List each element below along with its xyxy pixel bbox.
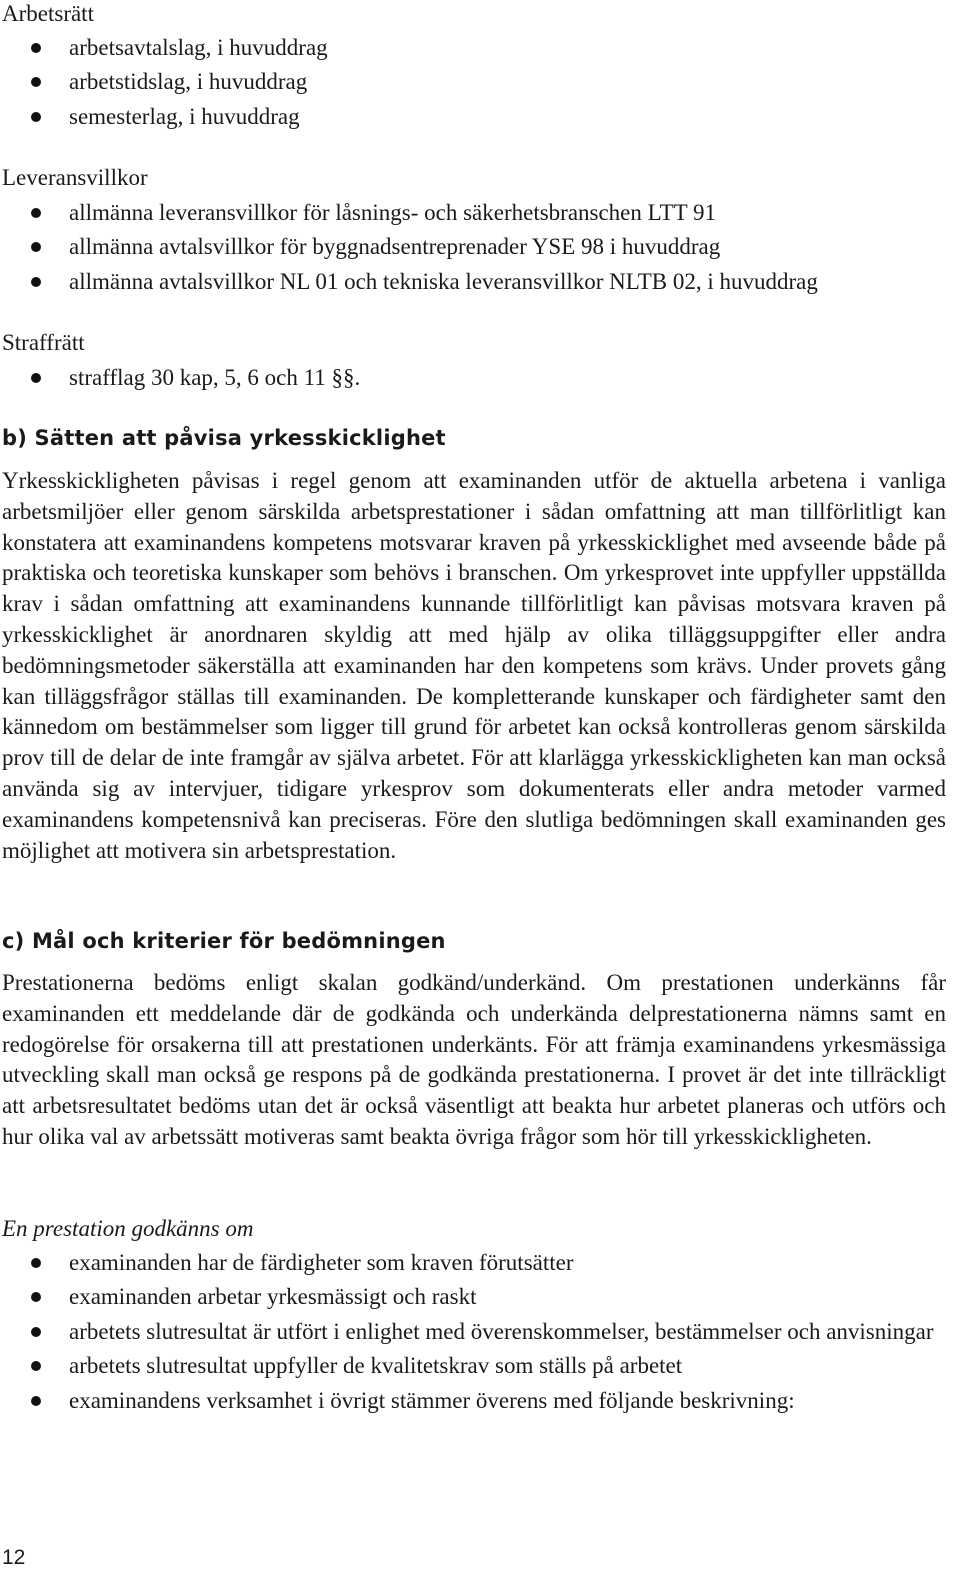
heading-section-c: c) Mål och kriterier för bedömningen <box>2 929 446 953</box>
paragraph-section-b: Yrkesskickligheten påvisas i regel genom att examinanden utför de aktuella arbetena i vanliga arbetsmiljöer eller genom särskilda arbetsprestationer i sådan omfattning att man tillförlitligt kan konstatera att examinandens kompetens motsvarar kraven på yrkesskicklighet med avseende både på praktiska och teoretiska kunskaper som behövs i branschen. Om yrkesprovet inte uppfyller uppställda krav i sådan omfattning att examinandens kunnande tillförlitligt kan påvisas motsvara kraven på yrkesskicklighet är anordnaren skyldig att med hjälp av olika tilläggsuppgifter eller andra bedömningsmetoder säkerställa att examinanden har den kompetens som krävs. Under provets gång kan tilläggsfrågor ställas till examinanden. De kompletterande kunskaper och färdigheter samt den kännedom om bestämmelser som ligger till grund för arbetet kan också kontrolleras genom särskilda prov till de delar de inte framgår av själva arbetet. För att klarlägga yrkesskickligheten kan man också använda sig av intervjuer, tidigare yrkesprov som dokumenterats eller andra metoder varmed examinandens kompetensnivå kan preciseras. Före den slutliga bedömningen skall examinanden ges möjlighet att motivera sin arbetsprestation. <box>2 468 946 863</box>
list-item <box>0 67 949 101</box>
bullet-icon <box>31 43 41 53</box>
list-item-text: examinandens verksamhet i övrigt stämmer överens med följande beskrivning: <box>69 1387 795 1413</box>
list-item-text: arbetsavtalslag, i huvuddrag <box>69 35 328 60</box>
list-item <box>0 33 949 67</box>
section-title-straffratt: Straffrätt <box>2 330 85 355</box>
list-item-text: strafflag 30 kap, 5, 6 och 11 §§. <box>69 365 361 390</box>
list-item <box>0 1317 949 1351</box>
list-item <box>0 363 949 397</box>
bullet-icon <box>31 1396 41 1406</box>
bullet-icon <box>31 112 41 122</box>
list-item <box>0 1282 949 1316</box>
list-item <box>0 1248 949 1282</box>
list-item-text: arbetets slutresultat är utfört i enlighet med överenskommelser, bestämmelser och anvisningar <box>69 1318 934 1344</box>
bullet-icon <box>31 1292 41 1302</box>
paragraph-section-c: Prestationerna bedöms enligt skalan godkänd/underkänd. Om prestationen underkänns får examinanden ett meddelande där de godkända och underkända delprestationerna nämns samt en redogörelse för orsakerna till att prestationen underkänts. För att främja examinandens yrkesmässiga utveckling skall man också ge respons på de godkända prestationerna. I provet är det inte tillräckligt att arbetsresultatet bedöms utan det är också väsentligt att beakta hur arbetet planeras och utförs och hur olika val av arbetssätt motiveras samt beakta övriga frågor som hör till yrkesskickligheten. <box>2 970 946 1149</box>
list-item <box>0 102 949 136</box>
list-item <box>0 232 949 266</box>
list-item-text: arbetstidslag, i huvuddrag <box>69 69 308 95</box>
list-item-text: allmänna leveransvillkor för låsnings- och säkerhetsbranschen LTT 91 <box>69 200 717 225</box>
bullet-icon <box>31 277 41 287</box>
bullet-icon <box>31 208 41 218</box>
bullet-list-arbetsratt <box>0 33 949 136</box>
bullet-list-straffratt <box>0 363 949 397</box>
list-item <box>0 267 949 301</box>
bullet-list-criteria <box>0 1248 949 1420</box>
list-item <box>0 198 949 232</box>
list-item-text: semesterlag, i huvuddrag <box>69 103 300 129</box>
bullet-list-leveransvillkor <box>0 198 949 301</box>
bullet-icon <box>31 1258 41 1268</box>
bullet-icon <box>31 77 41 87</box>
section-title-arbetsratt: Arbetsrätt <box>2 1 94 26</box>
section-title-leveransvillkor: Leveransvillkor <box>2 165 148 190</box>
bullet-icon <box>31 373 41 383</box>
list-item-text: allmänna avtalsvillkor för byggnadsentreprenader YSE 98 i huvuddrag <box>69 234 721 260</box>
bullet-icon <box>31 1327 41 1337</box>
list-item-text: arbetets slutresultat uppfyller de kvalitetskrav som ställs på arbetet <box>69 1353 683 1379</box>
list-item-text: examinanden arbetar yrkesmässigt och raskt <box>69 1284 477 1310</box>
list-item <box>0 1351 949 1385</box>
bullet-icon <box>31 242 41 252</box>
page-number: 12 <box>2 1546 26 1569</box>
criteria-label: En prestation godkänns om <box>2 1216 254 1241</box>
heading-section-b: b) Sätten att påvisa yrkesskicklighet <box>2 426 446 450</box>
list-item-text: allmänna avtalsvillkor NL 01 och tekniska leveransvillkor NLTB 02, i huvuddrag <box>69 268 818 294</box>
list-item <box>0 1386 949 1420</box>
list-item-text: examinanden har de färdigheter som kraven förutsätter <box>69 1250 574 1275</box>
bullet-icon <box>31 1361 41 1371</box>
